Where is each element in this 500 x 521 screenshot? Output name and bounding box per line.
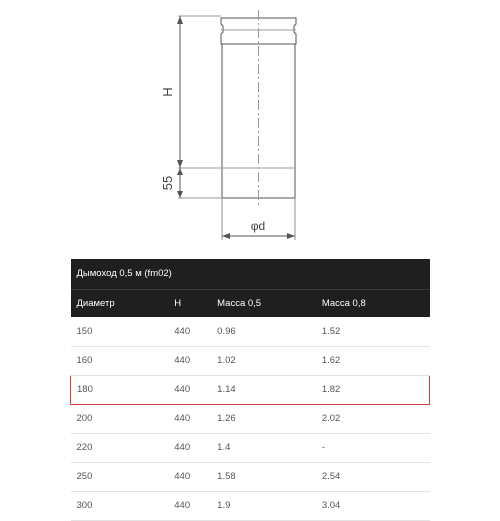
cell-h: 440 [168, 462, 211, 491]
cell-diameter: 300 [71, 491, 169, 520]
header-diameter: Диаметр [71, 289, 169, 317]
cell-mass-08: 1.52 [316, 317, 430, 346]
cell-mass-08: 2.02 [316, 404, 430, 433]
table-row [71, 491, 430, 520]
cell-diameter: 220 [71, 433, 169, 462]
cell-mass-05: 1.26 [211, 404, 316, 433]
table-title-row [71, 259, 430, 289]
cell-h: 440 [168, 433, 211, 462]
collar-label: 55 [160, 175, 175, 191]
table-row [71, 404, 430, 433]
table-title: Дымоход 0,5 м (fm02) [71, 259, 430, 289]
table-row-highlighted [71, 375, 430, 404]
pipe-technical-drawing [0, 0, 500, 258]
table-row [71, 317, 430, 346]
table-row [71, 346, 430, 375]
cell-mass-05: 1.14 [211, 375, 316, 404]
cell-mass-08: 3.04 [316, 491, 430, 520]
height-label: H [160, 87, 175, 97]
cell-h: 440 [168, 491, 211, 520]
table-row [71, 462, 430, 491]
table-header-row [71, 289, 430, 317]
cell-mass-08: 2.54 [316, 462, 430, 491]
cell-mass-05: 1.58 [211, 462, 316, 491]
cell-mass-05: 1.9 [211, 491, 316, 520]
cell-mass-05: 1.4 [211, 433, 316, 462]
cell-mass-08: 1.82 [316, 375, 430, 404]
cell-h: 440 [168, 404, 211, 433]
table-row [71, 433, 430, 462]
cell-diameter: 160 [71, 346, 169, 375]
header-mass-05: Масса 0,5 [211, 289, 316, 317]
header-h: H [168, 289, 211, 317]
cell-mass-05: 0.96 [211, 317, 316, 346]
cell-diameter: 150 [71, 317, 169, 346]
cell-diameter: 250 [71, 462, 169, 491]
cell-mass-08: - [316, 433, 430, 462]
chimney-spec-table [70, 259, 430, 521]
cell-mass-08: 1.62 [316, 346, 430, 375]
cell-h: 440 [168, 317, 211, 346]
cell-diameter: 200 [71, 404, 169, 433]
diameter-label: φd [250, 219, 266, 233]
header-mass-08: Масса 0,8 [316, 289, 430, 317]
cell-h: 440 [168, 375, 211, 404]
cell-diameter: 180 [71, 375, 169, 404]
cell-mass-05: 1.02 [211, 346, 316, 375]
cell-h: 440 [168, 346, 211, 375]
